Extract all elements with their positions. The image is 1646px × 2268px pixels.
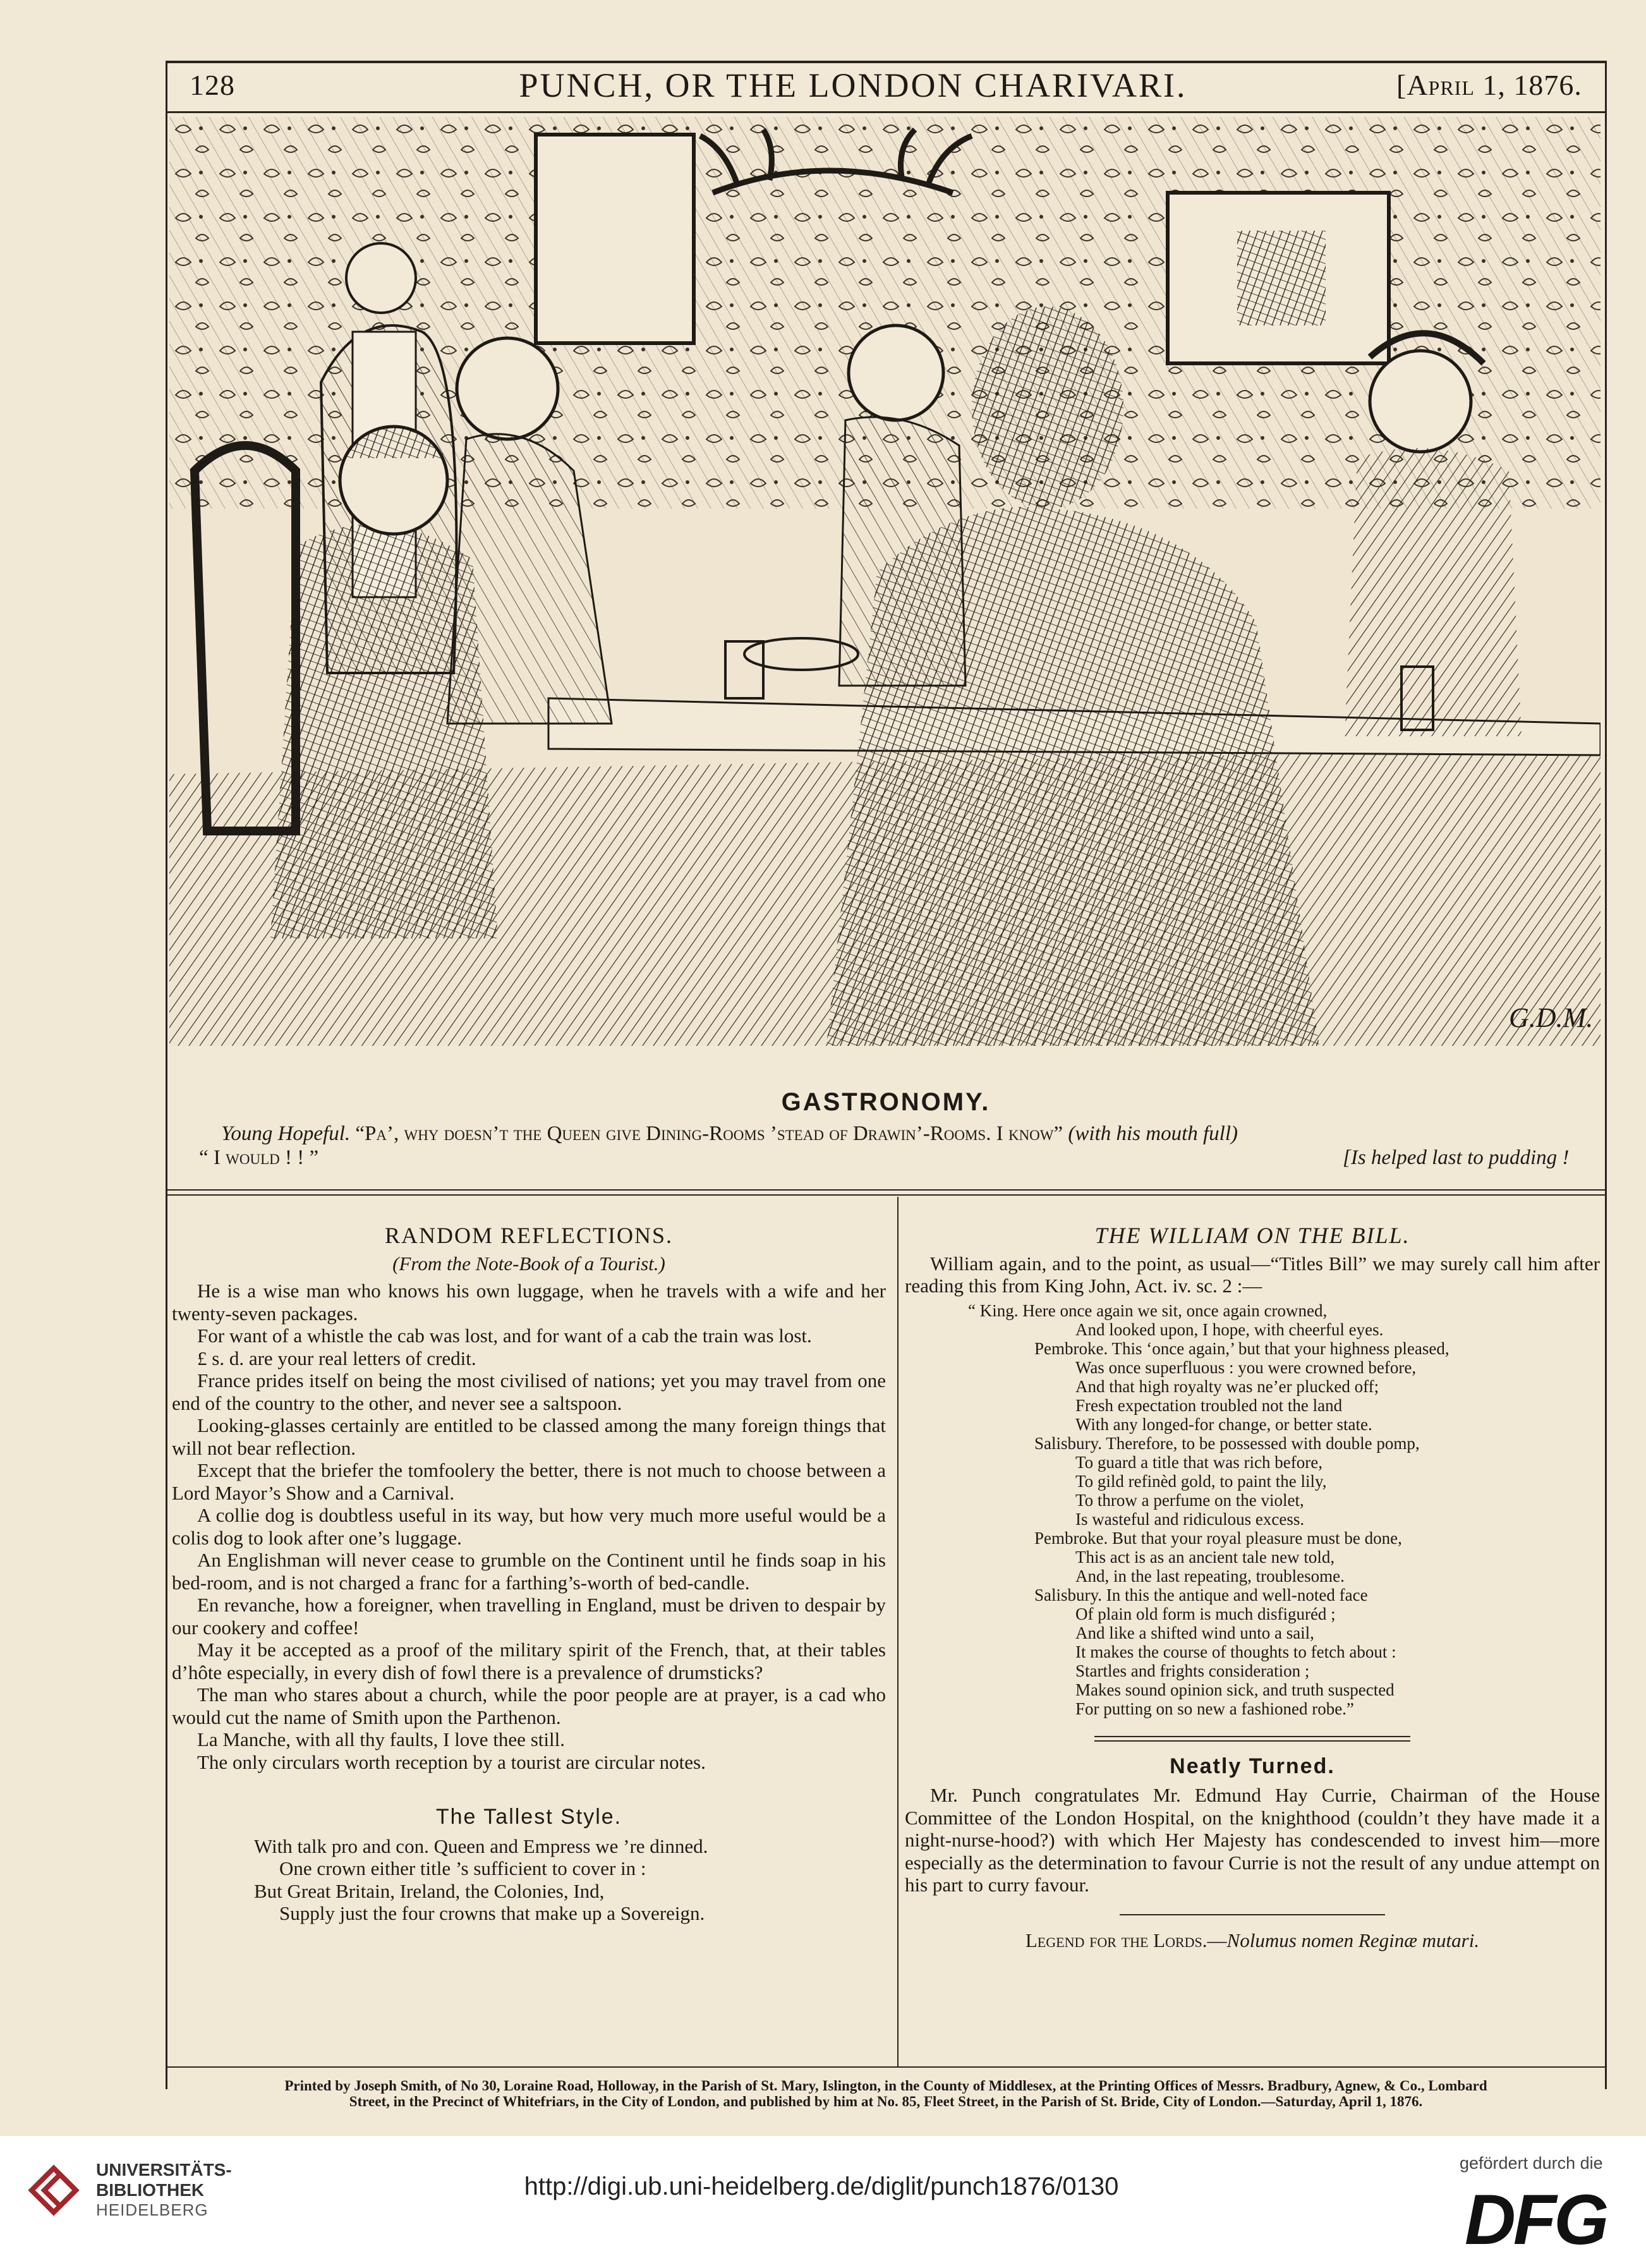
reflection-paragraph: £ s. d. are your real letters of credit. [197,1347,476,1369]
caption-line-2-stage [1343,1146,1569,1169]
caption-line-2 [199,1146,318,1169]
random-reflections-subheading: (From the Note-Book of a Tourist.) [392,1252,665,1275]
caption-quote: “Pa’, why doesn’t the Queen give Dining-Rooms ’stead of Drawin’-Rooms. I know” [355,1122,1063,1145]
poem-line: With talk pro and con. Queen and Empress we ’re dinned. [254,1834,708,1857]
drama-line: And looked upon, I hope, with cheerful eyes. [1075,1319,1384,1339]
drama-line: Of plain old form is much disfiguréd ; [1075,1604,1336,1623]
reflection-paragraph: The only circulars worth reception by a tourist are circular notes. [197,1750,706,1773]
drama-line: “ King. Here once again we sit, once again crowned, [968,1301,1328,1320]
drama-line: It makes the course of thoughts to fetch about : [1075,1642,1396,1661]
reflection-paragraph: A collie dog is doubtless useful in its way, but how very much more useful would be a colis dog to look after one’s luggage. [172,1504,886,1549]
king-john-quote [905,1301,1600,1718]
left-column [172,1225,886,1925]
library-name-line: BIBLIOTHEK [96,2180,205,2200]
reflection-paragraph: An Englishman will never cease to grumble on the Continent until he finds soap in his bed-room, and is not charged a franc for a farthing’s-worth of bed-candle. [172,1549,886,1594]
separator-rule [1120,1914,1385,1915]
legend-text: Nolumus nomen Reginæ mutari. [1226,1929,1480,1951]
legend-for-lords [905,1929,1600,1952]
drama-line: Is wasteful and ridiculous excess. [1075,1509,1305,1529]
poem-line: Supply just the four crowns that make up a Sovereign. [279,1902,705,1924]
frame-right-rule [1605,61,1607,2089]
artist-monogram: G.D.M. [1509,1002,1594,1033]
drama-line: And that high royalty was ne’er plucked off; [1075,1376,1379,1396]
drama-line: With any longed-for change, or better state. [1075,1414,1372,1434]
drama-line: Fresh expectation troubled not the land [1075,1395,1343,1415]
reflection-paragraph: La Manche, with all thy faults, I love thee still. [197,1728,565,1750]
bottom-rule [166,2066,1606,2068]
imprint-line: Printed by Joseph Smith, of No 30, Loraine Road, Holloway, in the Parish of St. Mary, Islington, in the County of Middlesex, at the Printing Offices of Messrs. Bradbury, Agnew, & Co., Lombard [284,2078,1487,2094]
poem-line: One crown either title ’s sufficient to cover in : [279,1857,646,1879]
drama-line: Makes sound opinion sick, and truth suspected [1075,1680,1395,1699]
funding-note: gefördert durch die [1460,2154,1603,2173]
section-rule-2 [166,1194,1606,1196]
neatly-turned-heading: Neatly Turned. [1170,1754,1335,1778]
reflection-paragraph: He is a wise man who knows his own luggage, when he travels with a wife and her twenty-seven packages. [172,1280,886,1325]
random-reflections-heading: RANDOM REFLECTIONS. [384,1223,674,1248]
drama-line: Salisbury. In this the antique and well-noted face [1034,1585,1368,1604]
caption-speaker: Young Hopeful. [221,1122,351,1145]
frame-top-rule [166,61,1606,63]
drama-line: And, in the last repeating, troublesome. [1075,1566,1345,1586]
reflection-paragraph: For want of a whistle the cab was lost, and for want of a cab the train was lost. [197,1325,812,1347]
frame-left-rule [166,61,167,2089]
reflection-paragraph: France prides itself on being the most civilised of nations; yet you may travel from one end of the country to the other, and never see a saltspoon. [172,1369,886,1414]
footer-bar [0,2136,1646,2268]
william-intro: William again, and to the point, as usual—“Titles Bill” we may surely call him after reading this from King John, Act. iv. sc. 2 :— [905,1252,1600,1297]
drama-line: To throw a perfume on the violet, [1075,1490,1304,1510]
drama-line: To gild refinèd gold, to paint the lily, [1075,1471,1327,1491]
library-name-line: UNIVERSITÄTS- [96,2160,232,2180]
reflection-paragraph: En revanche, how a foreigner, when travelling in England, must be driven to despair by our cookery and coffee! [172,1594,886,1639]
drama-line: This act is as an ancient tale new told, [1075,1547,1335,1567]
reflection-paragraph: The man who stares about a church, while the poor people are at prayer, is a cad who would cut the name of Smith upon the Parthenon. [172,1683,886,1728]
page-number: 128 [190,69,235,101]
caption-line-1 [221,1122,1238,1145]
tallest-style-heading: The Tallest Style. [435,1805,622,1829]
caption-title: GASTRONOMY. [781,1088,991,1116]
dfg-logo[interactable]: DFG [1465,2180,1607,2259]
reflection-paragraph: Looking-glasses certainly are entitled to be classed among the many foreign things that will not bear reflection. [172,1414,886,1459]
drama-line: Pembroke. This ‘once again,’ but that your highness pleased, [1034,1338,1449,1358]
caption-stage-direction: (with his mouth full) [1068,1122,1238,1145]
issue-date: [April 1, 1876. [1396,69,1582,101]
header-rule [166,111,1606,113]
neatly-turned-text: Mr. Punch congratulates Mr. Edmund Hay Currie, Chairman of the House Committee of the London Hospital, on the knighthood (couldn’t they have made it a night-nurse-hood?) with which Her Majesty has condescended to invest him—more especially as the determination to favour Currie is not the result of any undue attempt on his part to curry favour. [905,1784,1600,1896]
magazine-title: PUNCH, OR THE LONDON CHARIVARI. [519,66,1187,104]
gastronomy-illustration [169,117,1601,1046]
drama-line: Startles and frights consideration ; [1075,1661,1310,1680]
poem-line: But Great Britain, Ireland, the Colonies, Ind, [254,1879,605,1902]
printer-imprint [166,2078,1606,2109]
drama-line: To guard a title that was rich before, [1075,1452,1322,1472]
william-on-bill-heading: THE WILLIAM ON THE BILL. [1094,1223,1410,1248]
library-city: HEIDELBERG [96,2200,209,2219]
drama-line: Was once superfluous : you were crowned before, [1075,1357,1417,1377]
university-library-logo-icon[interactable] [25,2159,88,2222]
caption-quote-2: “ I would ! ! ” [199,1146,319,1169]
caption-stage-direction-2: [Is helped last to pudding ! [1343,1146,1570,1169]
reflection-paragraph: Except that the briefer the tomfoolery the better, there is not much to choose between a Lord Mayor’s Show and a Carnival. [172,1459,886,1504]
reflection-paragraph: May it be accepted as a proof of the military spirit of the French, that, at their tables d’hôte especially, in every dish of fowl there is a prevalence of drumsticks? [172,1639,886,1683]
double-separator-rule [1094,1736,1410,1742]
library-name[interactable] [96,2160,232,2200]
drama-line: And like a shifted wind unto a sail, [1075,1623,1314,1642]
drama-line: Salisbury. Therefore, to be possessed with double pomp, [1034,1433,1420,1453]
right-column [905,1225,1600,1951]
legend-label: Legend for the Lords.— [1025,1929,1227,1951]
imprint-line: Street, in the Precinct of Whitefriars, in the City of London, and published by him at No. 85, Fleet Street, in the Parish of St. Bride, City of London.—Saturday, April 1, 1876. [349,2094,1423,2109]
section-rule [166,1189,1606,1191]
column-divider [897,1197,899,2066]
permalink-url[interactable]: http://digi.ub.uni-heidelberg.de/diglit/punch1876/0130 [524,2173,1119,2200]
drama-line: Pembroke. But that your royal pleasure must be done, [1034,1528,1402,1548]
drama-line: For putting on so new a fashioned robe.” [1075,1699,1354,1718]
